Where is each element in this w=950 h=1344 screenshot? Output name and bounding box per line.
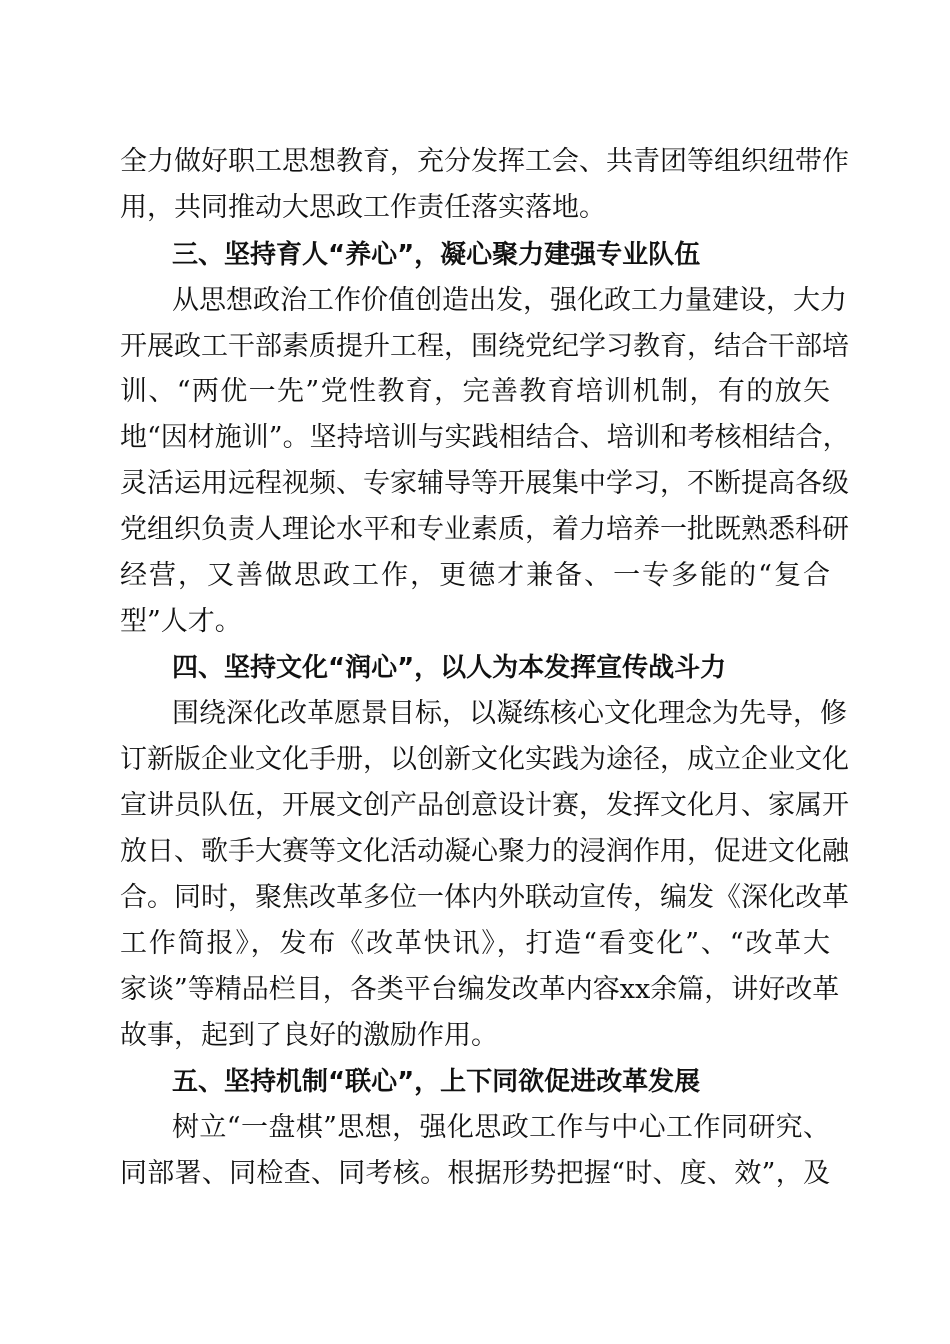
body-text-line: 地“因材施训”。坚持培训与实践相结合、培训和考核相结合， [120, 422, 850, 453]
body-text-line: 型”人才。 [120, 606, 242, 637]
body-text-line: 开展政工干部素质提升工程，围绕党纪学习教育，结合干部培 [120, 331, 849, 362]
body-text-line: 用，共同推动大思政工作责任落实落地。 [120, 192, 606, 223]
body-text-line: 全力做好职工思想教育，充分发挥工会、共青团等组织纽带作 [120, 146, 849, 177]
body-text-line: 订新版企业文化手册，以创新文化实践为途径，成立企业文化 [120, 744, 849, 775]
section-heading-4: 四、坚持文化“润心”，以人为本发挥宣传战斗力 [172, 653, 727, 683]
body-text-line: 灵活运用远程视频、专家辅导等开展集中学习，不断提高各级 [120, 468, 849, 499]
body-text-line: 训、“两优一先”党性教育，完善教育培训机制，有的放矢 [120, 376, 830, 407]
body-text-line: 树立“一盘棋”思想，强化思政工作与中心工作同研究、 [172, 1112, 830, 1143]
section-heading-5: 五、坚持机制“联心”，上下同欲促进改革发展 [172, 1067, 701, 1097]
body-text-line: 家谈”等精品栏目，各类平台编发改革内容xx余篇，讲好改革 [120, 974, 840, 1005]
body-text-line: 宣讲员队伍，开展文创产品创意设计赛，发挥文化月、家属开 [120, 790, 849, 821]
body-text-line: 放日、歌手大赛等文化活动凝心聚力的浸润作用，促进文化融 [120, 836, 849, 867]
body-text-line: 围绕深化改革愿景目标，以凝练核心文化理念为先导，修 [172, 698, 847, 729]
body-text-line: 经营，又善做思政工作，更德才兼备、一专多能的“复合 [120, 560, 830, 591]
body-text-line: 从思想政治工作价值创造出发，强化政工力量建设，大力 [172, 285, 847, 316]
body-text-line: 合。同时，聚焦改革多位一体内外联动宣传，编发《深化改革 [120, 882, 849, 913]
body-text-line: 故事，起到了良好的激励作用。 [120, 1020, 498, 1051]
section-heading-3: 三、坚持育人“养心”，凝心聚力建强专业队伍 [172, 240, 701, 270]
body-text-line: 党组织负责人理论水平和专业素质，着力培养一批既熟悉科研 [120, 514, 849, 545]
body-text-line: 工作简报》，发布《改革快讯》，打造“看变化”、“改革大 [120, 928, 830, 959]
body-text-line: 同部署、同检查、同考核。根据形势把握“时、度、效”，及 [120, 1158, 830, 1189]
